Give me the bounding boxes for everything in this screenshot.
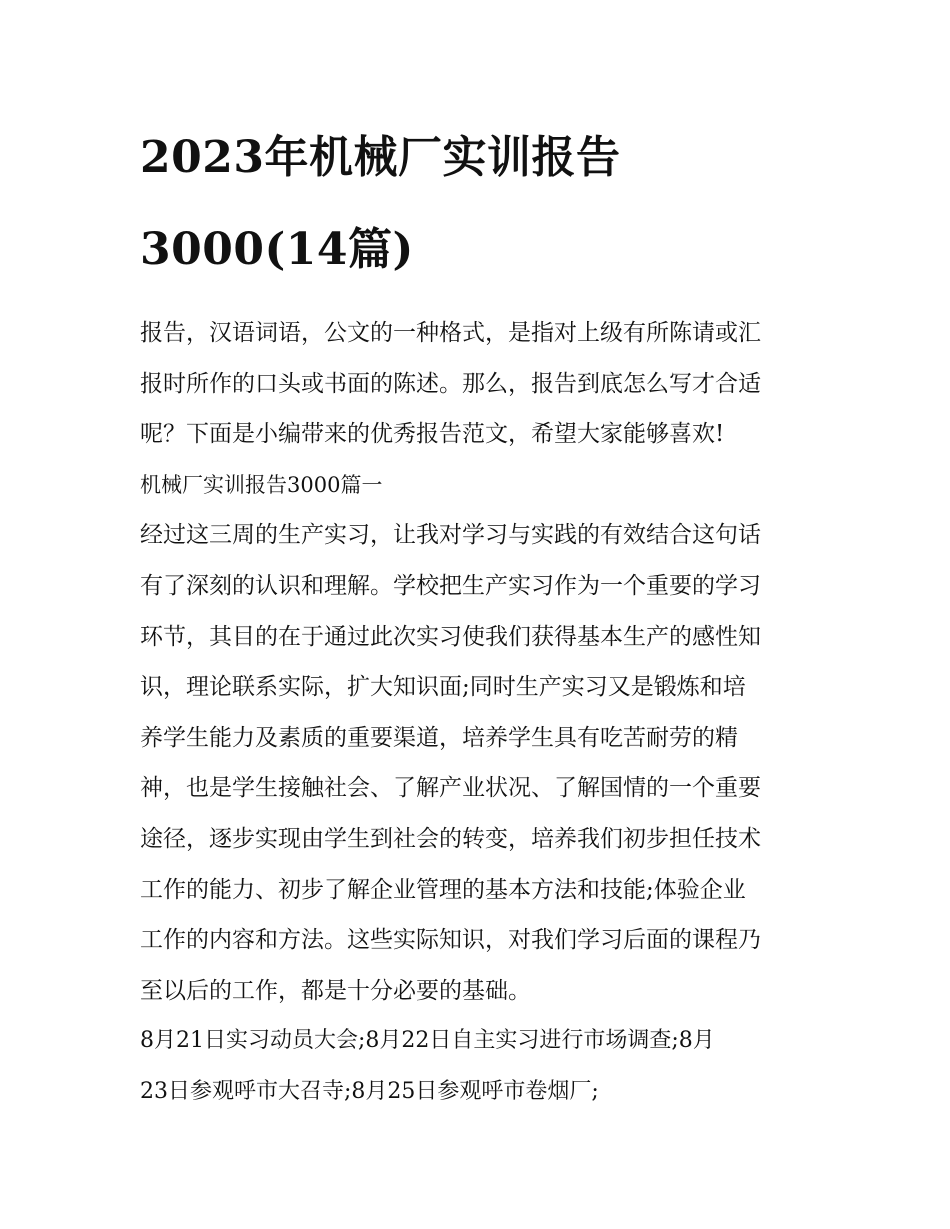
body-paragraph bbox=[140, 510, 812, 1016]
body-line: 至以后的工作，都是十分必要的基础。 bbox=[140, 977, 531, 1004]
body-line: 工作的能力、初步了解企业管理的基本方法和技能;体验企业 bbox=[140, 876, 746, 903]
schedule-paragraph bbox=[140, 1016, 812, 1117]
body-line: 神，也是学生接触社会、了解产业状况、了解国情的一个重要 bbox=[140, 775, 761, 802]
intro-line: 报时所作的口头或书面的陈述。那么，报告到底怎么写才合适 bbox=[140, 370, 761, 397]
schedule-line: 23日参观呼市大召寺;8月25日参观呼市卷烟厂; bbox=[140, 1078, 599, 1104]
body-line: 工作的内容和方法。这些实际知识，对我们学习后面的课程乃 bbox=[140, 927, 761, 954]
schedule-line: 8月21日实习动员大会;8月22日自主实习进行市场调查;8月 bbox=[140, 1028, 715, 1054]
intro-line: 报告，汉语词语，公文的一种格式，是指对上级有所陈请或汇 bbox=[140, 320, 761, 346]
body-line: 识，理论联系实际，扩大知识面;同时生产实习又是锻炼和培 bbox=[140, 674, 746, 701]
document-title bbox=[140, 112, 812, 296]
title-line: 3000(14篇) bbox=[140, 224, 414, 275]
section-heading: 机械厂实训报告3000篇一 bbox=[140, 472, 383, 497]
body-line: 经过这三周的生产实习，让我对学习与实践的有效结合这句话 bbox=[140, 522, 761, 549]
body-line: 有了深刻的认识和理解。学校把生产实习作为一个重要的学习 bbox=[140, 572, 761, 599]
intro-paragraph bbox=[140, 308, 812, 460]
intro-line: 呢？下面是小编带来的优秀报告范文，希望大家能够喜欢! bbox=[140, 421, 725, 448]
title-line: 2023年机械厂实训报告 bbox=[140, 132, 621, 183]
body-line: 养学生能力及素质的重要渠道，培养学生具有吃苦耐劳的精 bbox=[140, 724, 738, 751]
body-line: 途径，逐步实现由学生到社会的转变，培养我们初步担任技术 bbox=[140, 825, 761, 852]
body-line: 环节，其目的在于通过此次实习使我们获得基本生产的感性知 bbox=[140, 623, 761, 650]
document-page bbox=[140, 112, 812, 1118]
